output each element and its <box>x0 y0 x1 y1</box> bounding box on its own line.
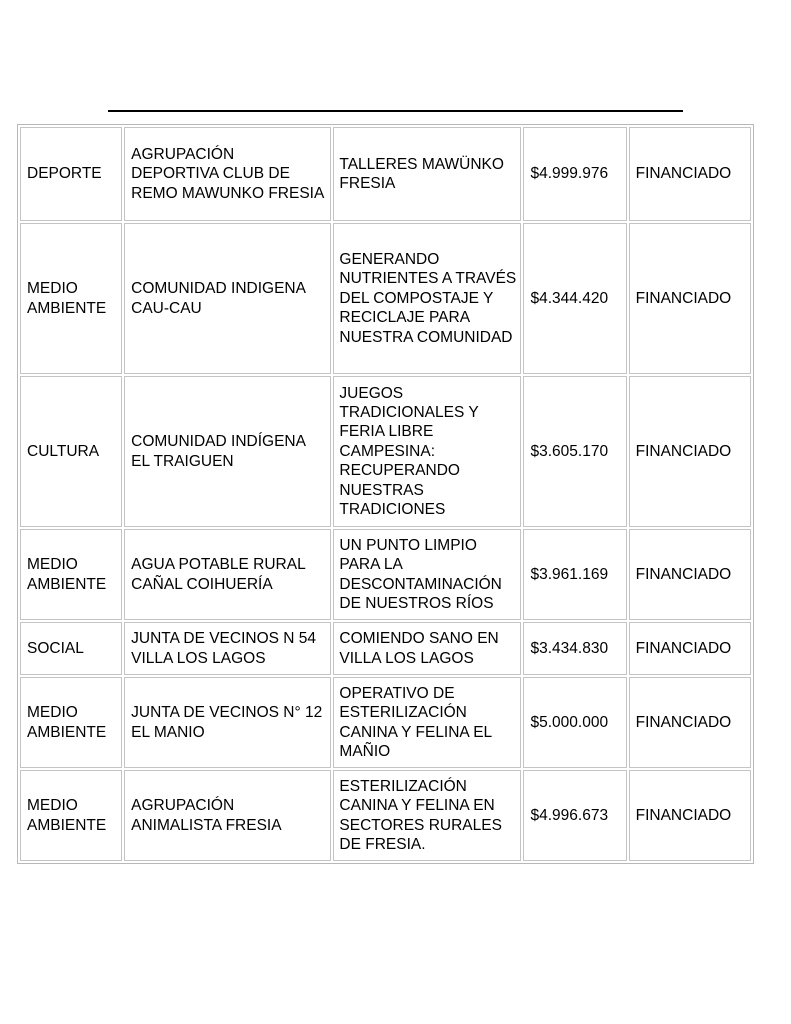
table-row <box>20 770 751 861</box>
organization-cell: JUNTA DE VECINOS N 54 VILLA LOS LAGOS <box>124 622 331 675</box>
organization-cell: JUNTA DE VECINOS N° 12 EL MANIO <box>124 677 331 768</box>
amount-cell: $4.996.673 <box>523 770 626 861</box>
projects-table <box>17 124 754 864</box>
table-row <box>20 529 751 620</box>
status-cell: FINANCIADO <box>629 677 751 768</box>
organization-cell: COMUNIDAD INDÍGENA EL TRAIGUEN <box>124 376 331 527</box>
area-cell: CULTURA <box>20 376 122 527</box>
amount-cell: $3.961.169 <box>523 529 626 620</box>
project-cell: JUEGOS TRADICIONALES Y FERIA LIBRE CAMPESINA: RECUPERANDO NUESTRAS TRADICIONES <box>333 376 521 527</box>
project-cell: COMIENDO SANO EN VILLA LOS LAGOS <box>333 622 521 675</box>
status-cell: FINANCIADO <box>629 223 751 374</box>
amount-cell: $4.999.976 <box>523 127 626 221</box>
status-cell: FINANCIADO <box>629 376 751 527</box>
project-cell: GENERANDO NUTRIENTES A TRAVÉS DEL COMPOSTAJE Y RECICLAJE PARA NUESTRA COMUNIDAD <box>333 223 521 374</box>
area-cell: MEDIO AMBIENTE <box>20 529 122 620</box>
table-row <box>20 622 751 675</box>
amount-cell: $5.000.000 <box>523 677 626 768</box>
status-cell: FINANCIADO <box>629 127 751 221</box>
amount-cell: $4.344.420 <box>523 223 626 374</box>
organization-cell: AGRUPACIÓN DEPORTIVA CLUB DE REMO MAWUNKO FRESIA <box>124 127 331 221</box>
status-cell: FINANCIADO <box>629 770 751 861</box>
organization-cell: AGRUPACIÓN ANIMALISTA FRESIA <box>124 770 331 861</box>
area-cell: MEDIO AMBIENTE <box>20 677 122 768</box>
table-row <box>20 376 751 527</box>
project-cell: OPERATIVO DE ESTERILIZACIÓN CANINA Y FELINA EL MAÑIO <box>333 677 521 768</box>
table-row <box>20 127 751 221</box>
project-cell: UN PUNTO LIMPIO PARA LA DESCONTAMINACIÓN DE NUESTROS RÍOS <box>333 529 521 620</box>
table-row <box>20 223 751 374</box>
area-cell: DEPORTE <box>20 127 122 221</box>
projects-table-grid <box>18 125 753 863</box>
area-cell: MEDIO AMBIENTE <box>20 770 122 861</box>
header-rule <box>108 110 683 112</box>
project-cell: ESTERILIZACIÓN CANINA Y FELINA EN SECTORES RURALES DE FRESIA. <box>333 770 521 861</box>
organization-cell: AGUA POTABLE RURAL CAÑAL COIHUERÍA <box>124 529 331 620</box>
status-cell: FINANCIADO <box>629 622 751 675</box>
organization-cell: COMUNIDAD INDIGENA CAU-CAU <box>124 223 331 374</box>
project-cell: TALLERES MAWÜNKO FRESIA <box>333 127 521 221</box>
area-cell: MEDIO AMBIENTE <box>20 223 122 374</box>
amount-cell: $3.605.170 <box>523 376 626 527</box>
status-cell: FINANCIADO <box>629 529 751 620</box>
amount-cell: $3.434.830 <box>523 622 626 675</box>
area-cell: SOCIAL <box>20 622 122 675</box>
table-row <box>20 677 751 768</box>
